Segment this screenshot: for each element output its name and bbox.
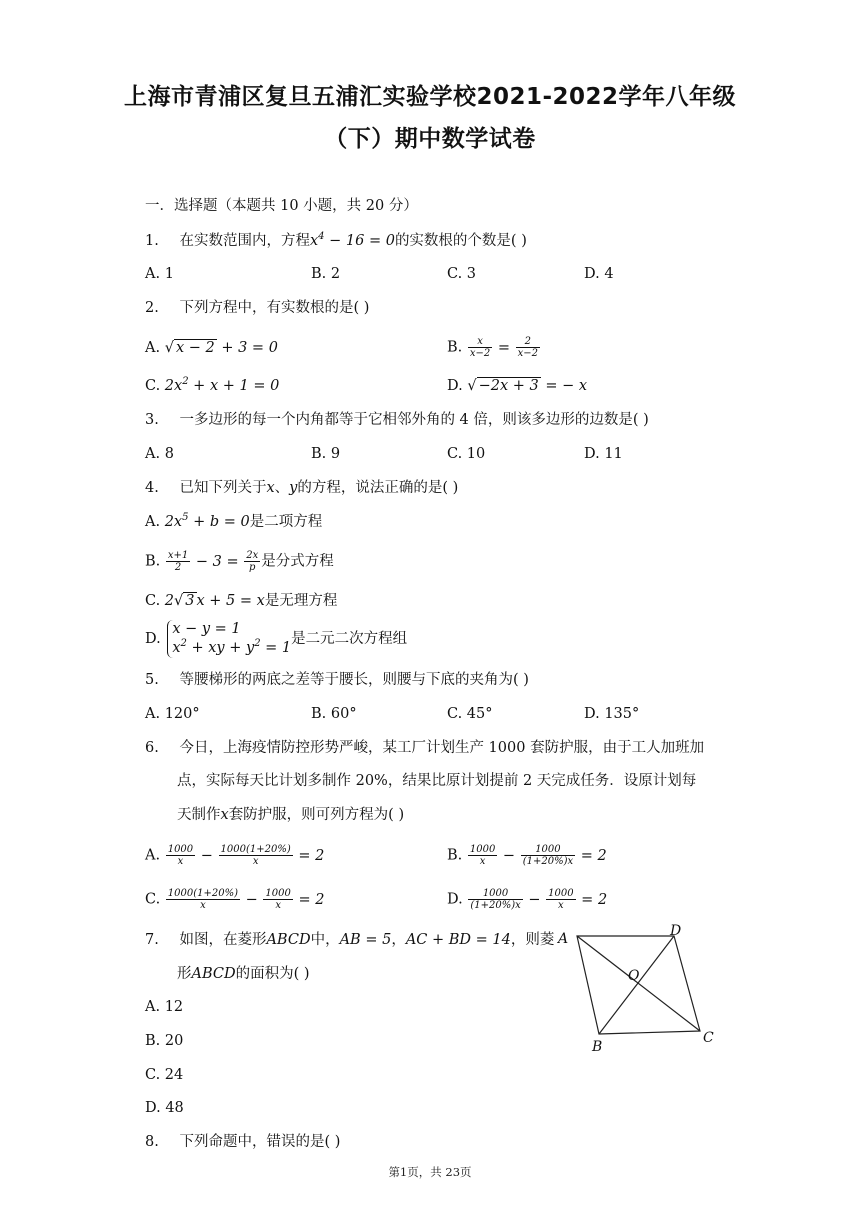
question-number: 7.	[145, 932, 159, 948]
question-text: 如图，在菱形	[179, 932, 267, 948]
option-label: C.	[145, 593, 161, 609]
center-label-o: O	[628, 968, 640, 984]
equation-system: x − y = 1 $x^2$ + xy + $y^2 = 1$	[167, 620, 291, 658]
math-expression: AC + BD = 14	[405, 932, 511, 948]
question-2	[145, 298, 369, 318]
math-expression: $\frac{1000}{x}$ − $\frac{1000(1+20\%)}{x}$ = 2	[167, 844, 325, 867]
question-5	[145, 670, 529, 690]
math-expression: y	[289, 480, 298, 496]
question-number: 6.	[145, 740, 159, 756]
vertex-label-d: D	[670, 923, 682, 939]
option-label: B.	[447, 339, 463, 356]
option-label: A.	[145, 847, 161, 864]
question-text: 的实数根的个数是( )	[394, 233, 527, 249]
vertex-label-a: A	[558, 931, 569, 947]
question-text: 已知下列关于	[179, 480, 267, 496]
question-text: 点，实际每天比计划多制作 20%，结果比原计划提前 2 天完成任务．设原计划每	[177, 773, 697, 789]
math-expression: $\frac{x+1}{2}$ − 3 = $\frac{2x}{p}$	[167, 550, 259, 573]
option-text: 是无理方程	[264, 593, 338, 609]
option-c: C. 3	[447, 266, 477, 282]
option-a	[145, 338, 278, 358]
option-label: A.	[145, 514, 161, 530]
option-label: C.	[145, 378, 161, 394]
question-text: ，则菱	[510, 932, 555, 948]
option-text: 是二元二次方程组	[291, 631, 408, 647]
math-expression: x	[220, 807, 229, 823]
question-text: 下列命题中，错误的是( )	[179, 1134, 341, 1150]
option-label: D.	[447, 891, 463, 908]
question-number: 8.	[145, 1134, 159, 1150]
option-b	[447, 844, 607, 867]
question-4: 4. 已知下列关于x、y的方程，说法正确的是( )	[145, 480, 459, 496]
vertex-label-c: C	[703, 1030, 714, 1046]
option-label: B.	[145, 553, 161, 570]
option-label: B.	[447, 847, 463, 864]
option-d	[447, 888, 607, 911]
option-d	[145, 620, 407, 660]
option-a: A. 12	[145, 999, 184, 1015]
math-expression: $\frac{x}{x-2}$ = $\frac{2}{x-2}$	[469, 336, 539, 359]
option-c	[145, 376, 279, 396]
option-c	[145, 591, 337, 611]
page-footer: 第1页，共 23页	[388, 1165, 472, 1179]
question-6	[145, 738, 704, 758]
question-text: 的方程，说法正确的是( )	[297, 480, 459, 496]
rhombus-figure	[552, 918, 722, 1058]
question-text: 在实数范围内，方程	[179, 233, 310, 249]
math-expression: ABCD	[191, 966, 236, 982]
option-a	[145, 512, 322, 532]
option-text: 是二项方程	[249, 514, 323, 530]
option-label: C.	[145, 891, 161, 908]
question-text: 天制作	[177, 807, 221, 823]
math-expression: √ −2x + 3 = − x	[467, 378, 588, 394]
question-text: 的面积为( )	[235, 966, 310, 982]
question-text: 一多边形的每一个内角都等于它相邻外角的 4 倍，则该多边形的边数是( )	[179, 412, 649, 428]
math-expression: $\frac{1000(1+20\%)}{x}$ − $\frac{1000}{x}$ = 2	[167, 888, 325, 911]
math-expression: $\frac{1000}{x}$ − $\frac{1000}{(1+20\%)x}$ = 2	[469, 844, 607, 867]
exam-title-line2: （下）期中数学试卷	[324, 126, 536, 152]
diagonal-bd	[599, 936, 674, 1034]
question-text: 下列方程中，有实数根的是( )	[179, 300, 370, 316]
math-expression: $\frac{1000}{(1+20\%)x}$ − $\frac{1000}{x}$ = 2	[470, 888, 608, 911]
option-b	[145, 550, 334, 573]
question-text: 今日，上海疫情防控形势严峻，某工厂计划生产 1000 套防护服，由于工人加班加	[179, 740, 705, 756]
option-b: B. 9	[311, 446, 341, 462]
question-number: 4.	[145, 480, 159, 496]
question-text: 形	[177, 966, 192, 982]
math-expression: ABCD	[266, 932, 311, 948]
option-b: B. 20	[145, 1033, 184, 1049]
option-c: C. 45°	[447, 706, 493, 722]
option-b: B. 2	[311, 266, 341, 282]
option-a: A. 8	[145, 446, 174, 462]
question-text	[177, 805, 404, 825]
question-8	[145, 1132, 340, 1152]
math-expression: $2x^5 + b = 0$	[164, 512, 250, 530]
option-c	[145, 888, 324, 911]
question-text: 套防护服，则可列方程为( )	[228, 807, 405, 823]
option-a: A. 120°	[145, 706, 200, 722]
math-expression: 2√ 3 x + 5 = x	[164, 593, 265, 609]
question-text: 等腰梯形的两底之差等于腰长，则腰与下底的夹角为( )	[179, 672, 529, 688]
option-text: 是分式方程	[261, 553, 334, 570]
math-expression: $2x^2 + x + 1 = 0$	[164, 376, 280, 394]
option-label: D.	[447, 378, 463, 394]
math-expression: √ x − 2 + 3 = 0	[164, 340, 278, 356]
question-text	[177, 964, 310, 984]
option-d	[447, 376, 587, 396]
section-heading: 一．选择题（本题共 10 小题，共 20 分）	[145, 198, 418, 214]
math-expression: AB = 5	[339, 932, 392, 948]
math-expression: $x^4 - 16 = 0$	[309, 231, 395, 249]
question-number: 2.	[145, 300, 159, 316]
question-number: 5.	[145, 672, 159, 688]
question-number: 1.	[145, 233, 159, 249]
option-d: D. 135°	[584, 706, 640, 722]
option-d: D. 48	[145, 1100, 184, 1116]
exam-title-line1: 上海市青浦区复旦五浦汇实验学校2021-2022学年八年级	[123, 84, 737, 110]
math-expression: x	[266, 480, 275, 496]
option-c: C. 10	[447, 446, 486, 462]
option-b	[447, 336, 541, 359]
option-label: D.	[145, 631, 161, 647]
option-label: A.	[145, 340, 161, 356]
question-text: 中，	[310, 932, 340, 948]
option-d: D. 4	[584, 266, 614, 282]
question-3	[145, 410, 649, 430]
option-d: D. 11	[584, 446, 623, 462]
question-1	[145, 231, 527, 251]
question-number: 3.	[145, 412, 159, 428]
option-c: C. 24	[145, 1067, 184, 1083]
question-7: 7. 如图，在菱形ABCD中，AB = 5，AC + BD = 14，则菱	[145, 932, 555, 948]
option-b: B. 60°	[311, 706, 357, 722]
option-a	[145, 844, 324, 867]
option-a: A. 1	[145, 266, 174, 282]
vertex-label-b: B	[592, 1039, 603, 1055]
